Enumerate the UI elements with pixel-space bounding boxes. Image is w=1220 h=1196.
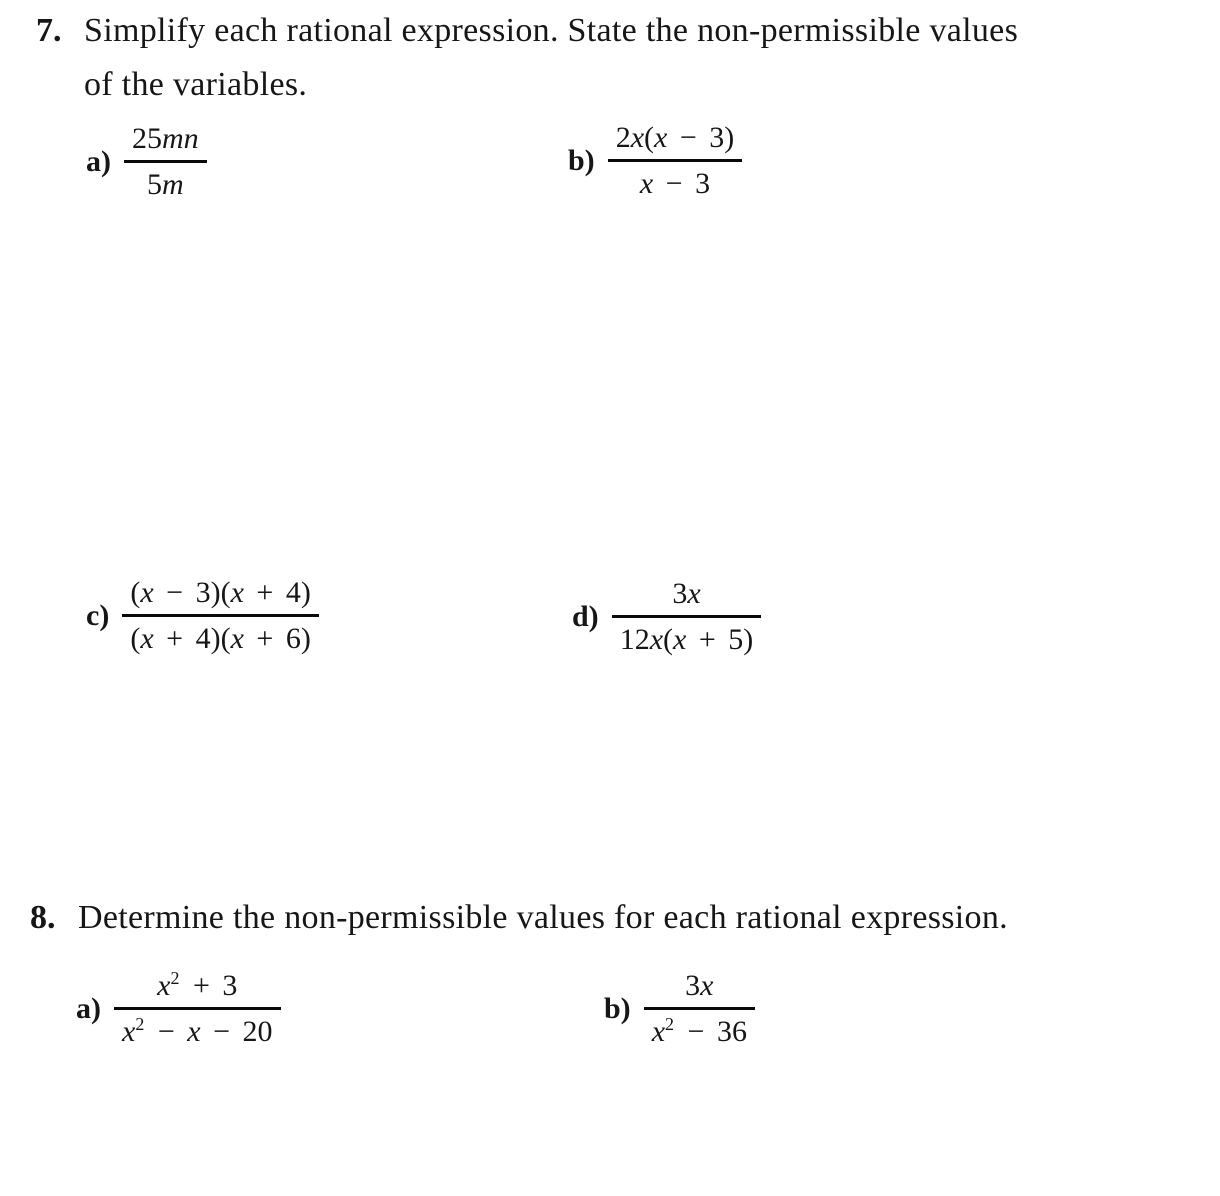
fraction-denominator: (x + 4)(x + 6) <box>130 622 311 655</box>
fraction-numerator: (x − 3)(x + 4) <box>130 576 311 609</box>
part-label: c) <box>86 598 110 632</box>
fraction-denominator: x − 3 <box>639 167 711 200</box>
problem-8-part-a <box>76 966 281 1051</box>
part-label: b) <box>604 991 631 1025</box>
part-label: d) <box>572 599 599 633</box>
fraction-expression <box>122 573 319 658</box>
problem-7-prompt-line-2: of the variables. <box>84 66 308 103</box>
problem-8-part-b <box>604 966 755 1051</box>
part-label: b) <box>568 143 595 177</box>
problem-7-part-d <box>572 574 761 659</box>
problem-7-prompt-line-1: Simplify each rational expression. State the non-permissible values <box>84 12 1019 49</box>
fraction-expression <box>124 119 207 204</box>
part-label: a) <box>86 144 111 178</box>
problem-7-part-c <box>86 573 319 658</box>
fraction-expression <box>644 966 755 1051</box>
fraction-numerator: 25mn <box>132 122 199 155</box>
problem-7-part-b <box>568 118 742 203</box>
fraction-numerator: 3x <box>672 577 701 610</box>
fraction-denominator: 12x(x + 5) <box>619 623 754 656</box>
problem-8-prompt-line-1: Determine the non-permissible values for each rational expression. <box>78 899 1008 936</box>
fraction-expression <box>608 118 743 203</box>
fraction-numerator: 3x <box>685 969 714 1002</box>
fraction-expression <box>612 574 762 659</box>
part-label: a) <box>76 991 101 1025</box>
fraction-denominator: $x^2 - 36$ <box>651 1013 747 1048</box>
fraction-numerator: $x^2 + 3$ <box>157 967 238 1002</box>
problem-7-number: 7. <box>36 12 62 49</box>
fraction-denominator: 5m <box>147 168 184 201</box>
fraction-expression <box>114 966 281 1051</box>
problem-7-part-a <box>86 119 207 204</box>
fraction-denominator: $x^2 - x - 20$ <box>122 1013 273 1048</box>
fraction-numerator: 2x(x − 3) <box>615 121 735 154</box>
problem-8-number: 8. <box>30 899 56 936</box>
